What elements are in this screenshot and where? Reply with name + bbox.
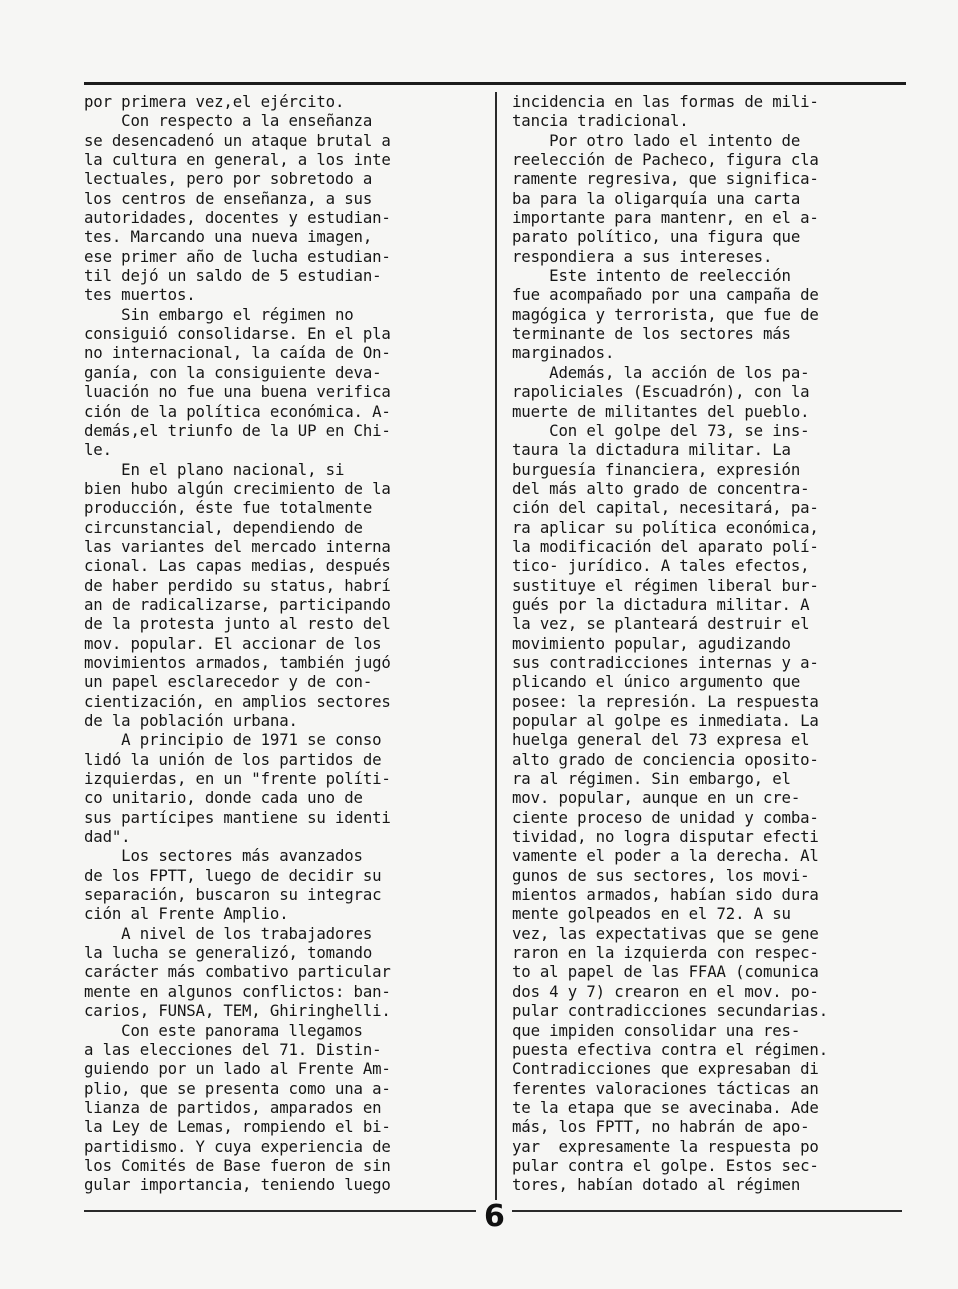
text-line: consiguió consolidarse. En el pla bbox=[84, 324, 391, 344]
text-line: autoridades, docentes y estudian- bbox=[84, 208, 391, 228]
text-line: ganía, con la consiguiente deva- bbox=[84, 362, 382, 382]
text-line: pular contra el golpe. Estos sec- bbox=[512, 1155, 819, 1175]
text-line: sustituye el régimen liberal bur- bbox=[512, 575, 819, 595]
text-line: circunstancial, dependiendo de bbox=[84, 517, 363, 537]
text-line: mente en algunos conflictos: ban- bbox=[84, 981, 391, 1001]
text-line: ferentes valoraciones tácticas an bbox=[512, 1078, 819, 1098]
text-line: lianza de partidos, amparados en bbox=[84, 1097, 382, 1117]
text-line: magógica y terrorista, que fue de bbox=[512, 304, 819, 324]
text-line: Este intento de reelección bbox=[512, 266, 791, 286]
text-line: raron en la izquierda con respec- bbox=[512, 943, 819, 963]
text-line: huelga general del 73 expresa el bbox=[512, 730, 810, 750]
text-line: respondiera a sus intereses. bbox=[512, 246, 773, 266]
text-line: los centros de enseñanza, a sus bbox=[84, 188, 373, 208]
text-line: izquierdas, en un "frente políti- bbox=[84, 769, 391, 789]
text-line: un papel esclarecedor y de con- bbox=[84, 672, 373, 692]
text-line: lectuales, pero por sobretodo a bbox=[84, 169, 373, 189]
text-line: ra al régimen. Sin embargo, el bbox=[512, 769, 791, 789]
text-line: mente golpeados en el 72. A su bbox=[512, 904, 791, 924]
text-line: tico- jurídico. A tales efectos, bbox=[512, 556, 810, 576]
text-line: ción al Frente Amplio. bbox=[84, 904, 289, 924]
text-line: vamente el poder a la derecha. Al bbox=[512, 846, 819, 866]
text-line: carios, FUNSA, TEM, Ghiringhelli. bbox=[84, 1001, 391, 1021]
right-column bbox=[512, 92, 912, 1195]
text-line: muerte de militantes del pueblo. bbox=[512, 401, 810, 421]
text-line: terminante de los sectores más bbox=[512, 324, 791, 344]
text-line: Contradicciones que expresaban di bbox=[512, 1059, 819, 1079]
text-line: En el plano nacional, si bbox=[84, 459, 345, 479]
text-line: alto grado de conciencia oposito- bbox=[512, 749, 819, 769]
text-line: co unitario, donde cada uno de bbox=[84, 788, 363, 808]
text-line: puesta efectiva contra el régimen. bbox=[512, 1039, 829, 1059]
text-line: ese primer año de lucha estudian- bbox=[84, 246, 391, 266]
text-line: de los FPTT, luego de decidir su bbox=[84, 865, 382, 885]
text-line: más, los FPTT, no habrán de apo- bbox=[512, 1117, 810, 1137]
text-line: Sin embargo el régimen no bbox=[84, 304, 354, 324]
text-line: separación, buscaron su integrac bbox=[84, 885, 382, 905]
text-line: lidó la unión de los partidos de bbox=[84, 749, 382, 769]
text-line: movimiento popular, agudizando bbox=[512, 633, 791, 653]
text-line: plio, que se presenta como una a- bbox=[84, 1078, 391, 1098]
text-line: marginados. bbox=[512, 343, 615, 363]
text-line: dos 4 y 7) crearon en el mov. po- bbox=[512, 981, 819, 1001]
text-line: A principio de 1971 se conso bbox=[84, 730, 382, 750]
text-line: la Ley de Lemas, rompiendo el bi- bbox=[84, 1117, 391, 1137]
text-line: Por otro lado el intento de bbox=[512, 130, 801, 150]
text-line: gués por la dictadura militar. A bbox=[512, 594, 810, 614]
text-line: burguesía financiera, expresión bbox=[512, 459, 801, 479]
text-line: Además, la acción de los pa- bbox=[512, 362, 810, 382]
text-line: movimientos armados, también jugó bbox=[84, 652, 391, 672]
text-line: los Comités de Base fueron de sin bbox=[84, 1155, 391, 1175]
text-line: las variantes del mercado interna bbox=[84, 536, 391, 556]
text-line: tes muertos. bbox=[84, 285, 196, 305]
text-line: no internacional, la caída de On- bbox=[84, 343, 391, 363]
text-line: pular contradicciones secundarias. bbox=[512, 1001, 829, 1021]
text-line: carácter más combativo particular bbox=[84, 962, 391, 982]
text-line: del más alto grado de concentra- bbox=[512, 478, 810, 498]
text-line: A nivel de los trabajadores bbox=[84, 923, 373, 943]
left-column bbox=[84, 92, 484, 1195]
text-line: que impiden consolidar una res- bbox=[512, 1020, 801, 1040]
text-line: Con este panorama llegamos bbox=[84, 1020, 363, 1040]
text-line: mov. popular. El accionar de los bbox=[84, 633, 382, 653]
text-line: vez, las expectativas que se gene bbox=[512, 923, 819, 943]
text-line: importante para mantenr, en el a- bbox=[512, 208, 819, 228]
text-line: dad". bbox=[84, 827, 131, 847]
text-line: tancia tradicional. bbox=[512, 111, 689, 131]
text-line: tividad, no logra disputar efecti bbox=[512, 827, 819, 847]
text-line: bien hubo algún crecimiento de la bbox=[84, 478, 391, 498]
text-line: ramente regresiva, que significa- bbox=[512, 169, 819, 189]
text-line: guiendo por un lado al Frente Am- bbox=[84, 1059, 391, 1079]
page-number: 6 bbox=[484, 1199, 505, 1234]
text-line: posee: la represión. La respuesta bbox=[512, 691, 819, 711]
text-line: plicando el único argumento que bbox=[512, 672, 801, 692]
text-line: a las elecciones del 71. Distin- bbox=[84, 1039, 382, 1059]
text-line: le. bbox=[84, 440, 112, 460]
text-line: mov. popular, aunque en un cre- bbox=[512, 788, 801, 808]
text-line: ción del capital, necesitará, pa- bbox=[512, 498, 819, 518]
text-line: cientización, en amplios sectores bbox=[84, 691, 391, 711]
text-line: sus contradicciones internas y a- bbox=[512, 652, 819, 672]
text-line: Con respecto a la enseñanza bbox=[84, 111, 373, 131]
top-rule bbox=[84, 82, 906, 85]
text-line: ción de la política económica. A- bbox=[84, 401, 391, 421]
text-line: Con el golpe del 73, se ins- bbox=[512, 420, 810, 440]
text-line: rapoliciales (Escuadrón), con la bbox=[512, 382, 810, 402]
text-line: la vez, se planteará destruir el bbox=[512, 614, 810, 634]
text-line: incidencia en las formas de mili- bbox=[512, 92, 819, 111]
text-line: sus partícipes mantiene su identi bbox=[84, 807, 391, 827]
text-line: la modificación del aparato polí- bbox=[512, 536, 819, 556]
text-line: gunos de sus sectores, los movi- bbox=[512, 865, 810, 885]
text-line: tores, habían dotado al régimen bbox=[512, 1175, 801, 1195]
text-line: taura la dictadura militar. La bbox=[512, 440, 791, 460]
text-line: producción, éste fue totalmente bbox=[84, 498, 373, 518]
text-line: mientos armados, habían sido dura bbox=[512, 885, 819, 905]
text-line: cional. Las capas medias, después bbox=[84, 556, 391, 576]
text-line: popular al golpe es inmediata. La bbox=[512, 711, 819, 730]
text-line: fue acompañado por una campaña de bbox=[512, 285, 819, 305]
text-line: por primera vez,el ejército. bbox=[84, 92, 345, 111]
text-line: te la etapa que se avecinaba. Ade bbox=[512, 1097, 819, 1117]
text-line: ra aplicar su política económica, bbox=[512, 517, 819, 537]
text-line: la cultura en general, a los inte bbox=[84, 150, 391, 170]
column-divider bbox=[495, 92, 497, 1207]
text-line: parato político, una figura que bbox=[512, 227, 801, 247]
text-line: partidismo. Y cuya experiencia de bbox=[84, 1136, 391, 1156]
bottom-rule-right bbox=[512, 1210, 902, 1212]
text-line: reelección de Pacheco, figura cla bbox=[512, 150, 819, 170]
text-line: luación no fue una buena verifica bbox=[84, 382, 391, 402]
text-line: la lucha se generalizó, tomando bbox=[84, 943, 373, 963]
text-line: de la población urbana. bbox=[84, 711, 298, 730]
text-line: ba para la oligarquía una carta bbox=[512, 188, 801, 208]
text-line: to al papel de las FFAA (comunica bbox=[512, 962, 819, 982]
text-line: demás,el triunfo de la UP en Chi- bbox=[84, 420, 391, 440]
text-line: Los sectores más avanzados bbox=[84, 846, 363, 866]
text-line: tes. Marcando una nueva imagen, bbox=[84, 227, 373, 247]
text-line: ciente proceso de unidad y comba- bbox=[512, 807, 819, 827]
text-line: til dejó un saldo de 5 estudian- bbox=[84, 266, 382, 286]
text-line: de la protesta junto al resto del bbox=[84, 614, 391, 634]
text-line: se desencadenó un ataque brutal a bbox=[84, 130, 391, 150]
text-line: yar expresamente la respuesta po bbox=[512, 1136, 819, 1156]
text-line: de haber perdido su status, habrí bbox=[84, 575, 391, 595]
text-line: an de radicalizarse, participando bbox=[84, 594, 391, 614]
text-line: gular importancia, teniendo luego bbox=[84, 1175, 391, 1195]
bottom-rule-left bbox=[84, 1210, 476, 1212]
